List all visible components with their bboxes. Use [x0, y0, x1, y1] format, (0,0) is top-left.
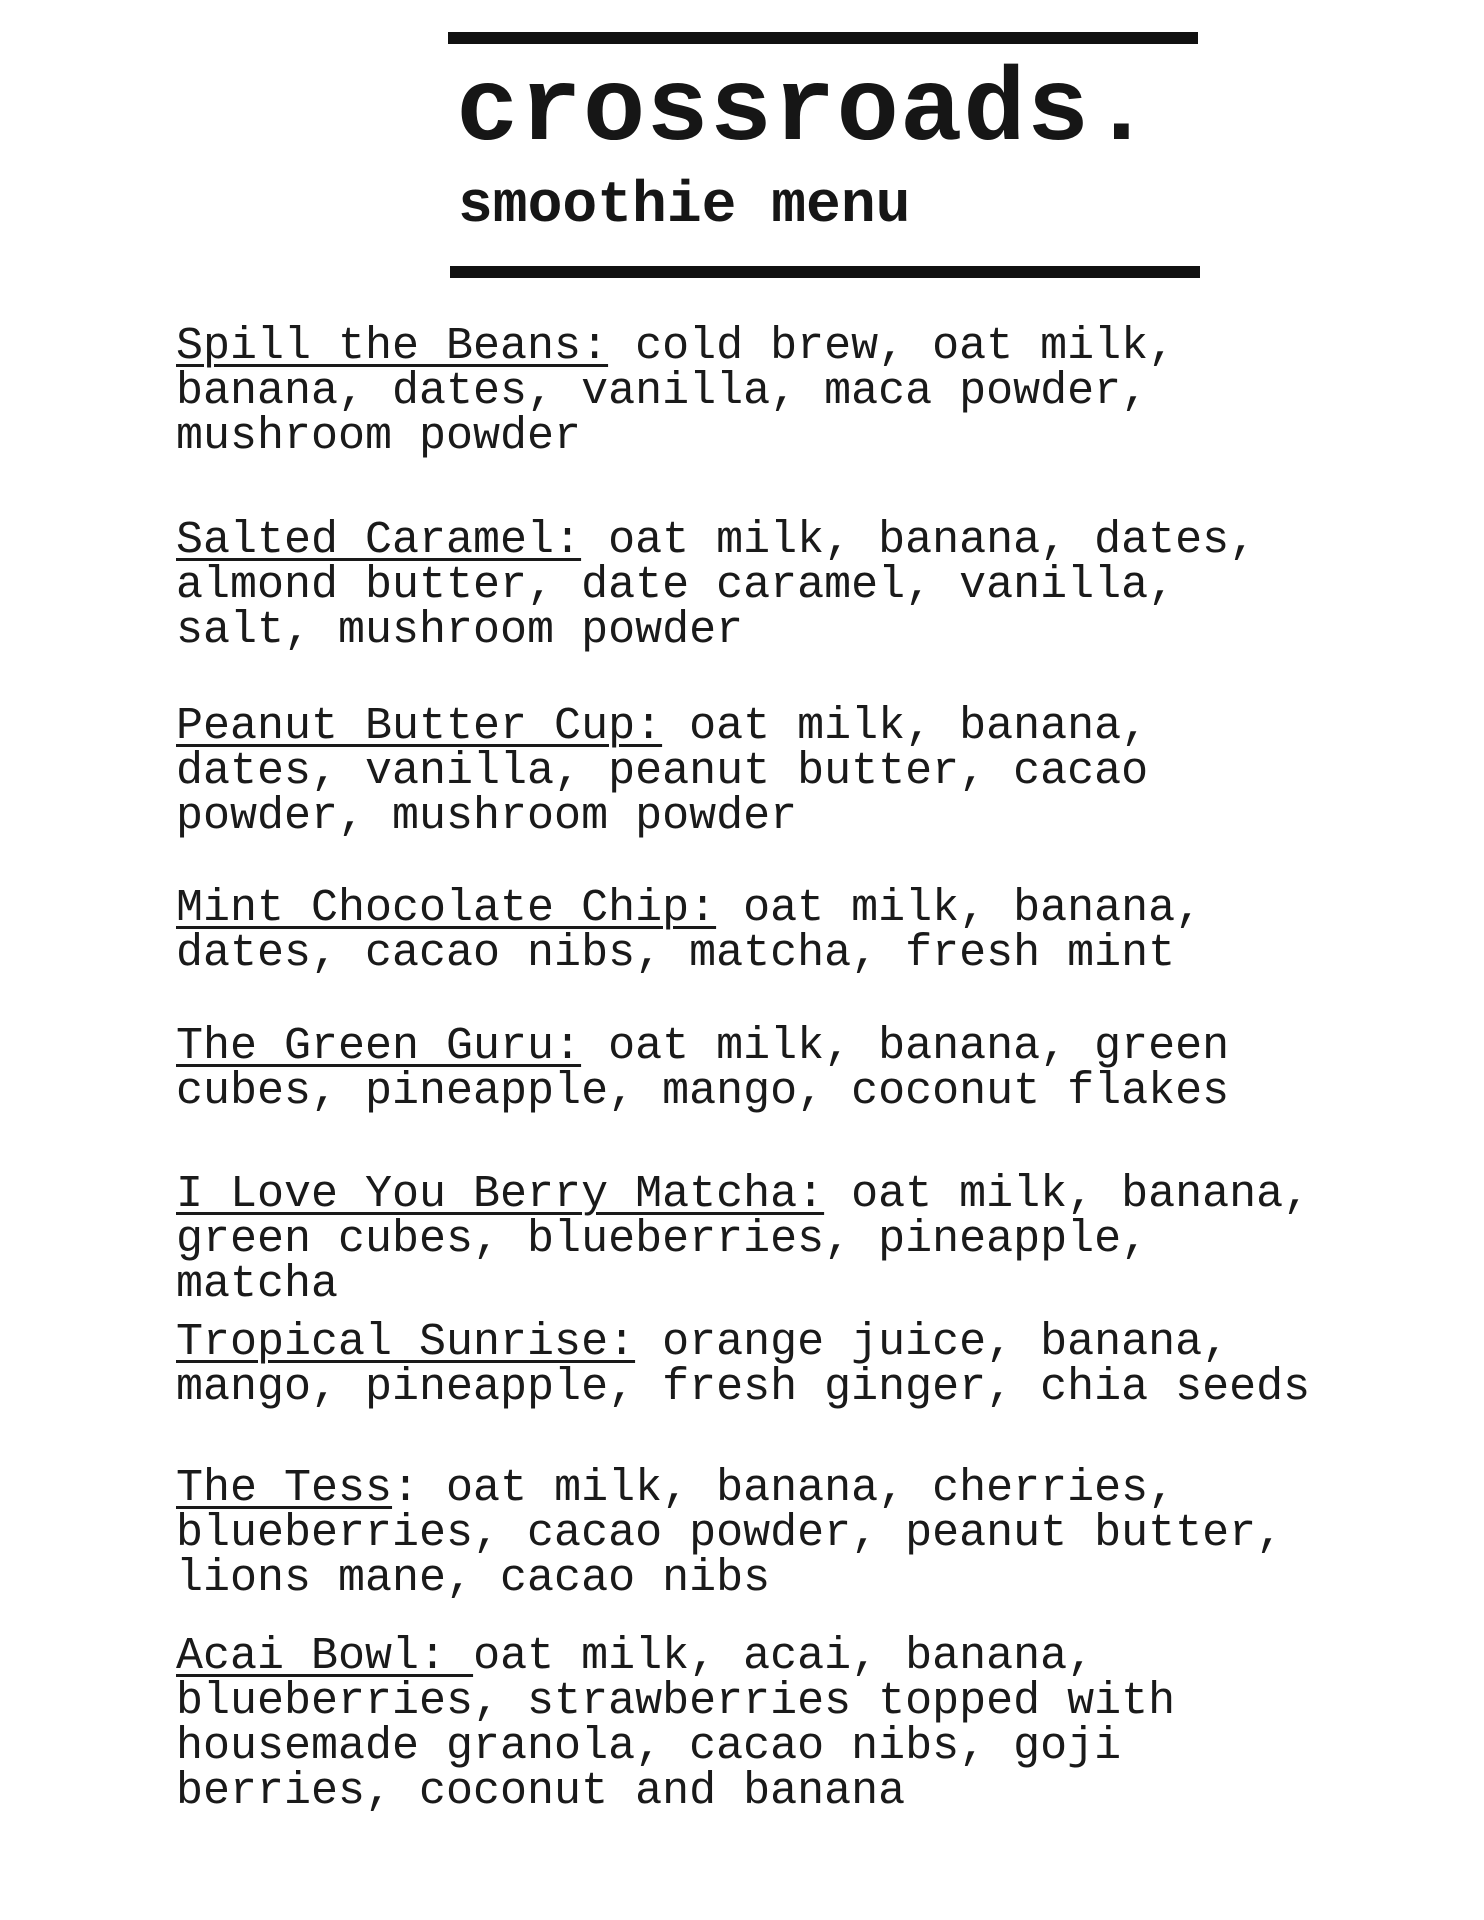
brand-title: crossroads.	[456, 53, 1154, 171]
menu-item	[176, 515, 1326, 656]
menu-item-ingredients: oat milk, banana, dates, cacao nibs, matcha, fresh mint	[176, 883, 1203, 979]
menu-item-ingredients: orange juice, banana, mango, pineapple, fresh ginger, chia seeds	[176, 1317, 1311, 1413]
menu-item	[176, 1169, 1326, 1310]
menu-item-name: Acai Bowl:	[176, 1631, 474, 1682]
menu-item	[176, 701, 1326, 842]
menu-item-ingredients: cold brew, oat milk, banana, dates, vanilla, maca powder, mushroom powder	[176, 321, 1176, 462]
menu-subtitle: smoothie menu	[458, 174, 911, 239]
menu-item	[176, 1631, 1326, 1817]
menu-item-ingredients: oat milk, banana, green cubes, blueberries, pineapple, matcha	[176, 1169, 1311, 1310]
menu-item-name: Peanut Butter Cup:	[176, 701, 663, 752]
menu-item-ingredients: oat milk, banana, dates, vanilla, peanut butter, cacao powder, mushroom powder	[176, 701, 1149, 842]
menu-item-name: The Green Guru:	[176, 1021, 582, 1072]
menu-item	[176, 1021, 1326, 1117]
menu-item-name: I Love You Berry Matcha:	[176, 1169, 825, 1220]
menu-item-name: Tropical Sunrise:	[176, 1317, 636, 1368]
menu-item-name: Mint Chocolate Chip:	[176, 883, 717, 934]
menu-item-ingredients: oat milk, acai, banana, blueberries, strawberries topped with housemade granola, cacao nibs, goji berries, coconut and banana	[176, 1631, 1176, 1817]
menu-item-ingredients: oat milk, banana, dates, almond butter, date caramel, vanilla, salt, mushroom powder	[176, 515, 1257, 656]
menu-item-ingredients: oat milk, banana, green cubes, pineapple, mango, coconut flakes	[176, 1021, 1230, 1117]
menu-item-name: Salted Caramel:	[176, 515, 582, 566]
menu-item	[176, 883, 1326, 979]
header-top-rule	[448, 32, 1198, 44]
menu-item	[176, 321, 1326, 462]
menu-item	[176, 1317, 1326, 1413]
menu-item-name: The Tess	[176, 1463, 393, 1514]
menu-item-ingredients: : oat milk, banana, cherries, blueberries, cacao powder, peanut butter, lions mane, cacao nibs	[176, 1463, 1284, 1604]
header-bottom-rule	[450, 266, 1200, 278]
menu-item-name: Spill the Beans:	[176, 321, 609, 372]
menu-item	[176, 1463, 1326, 1604]
